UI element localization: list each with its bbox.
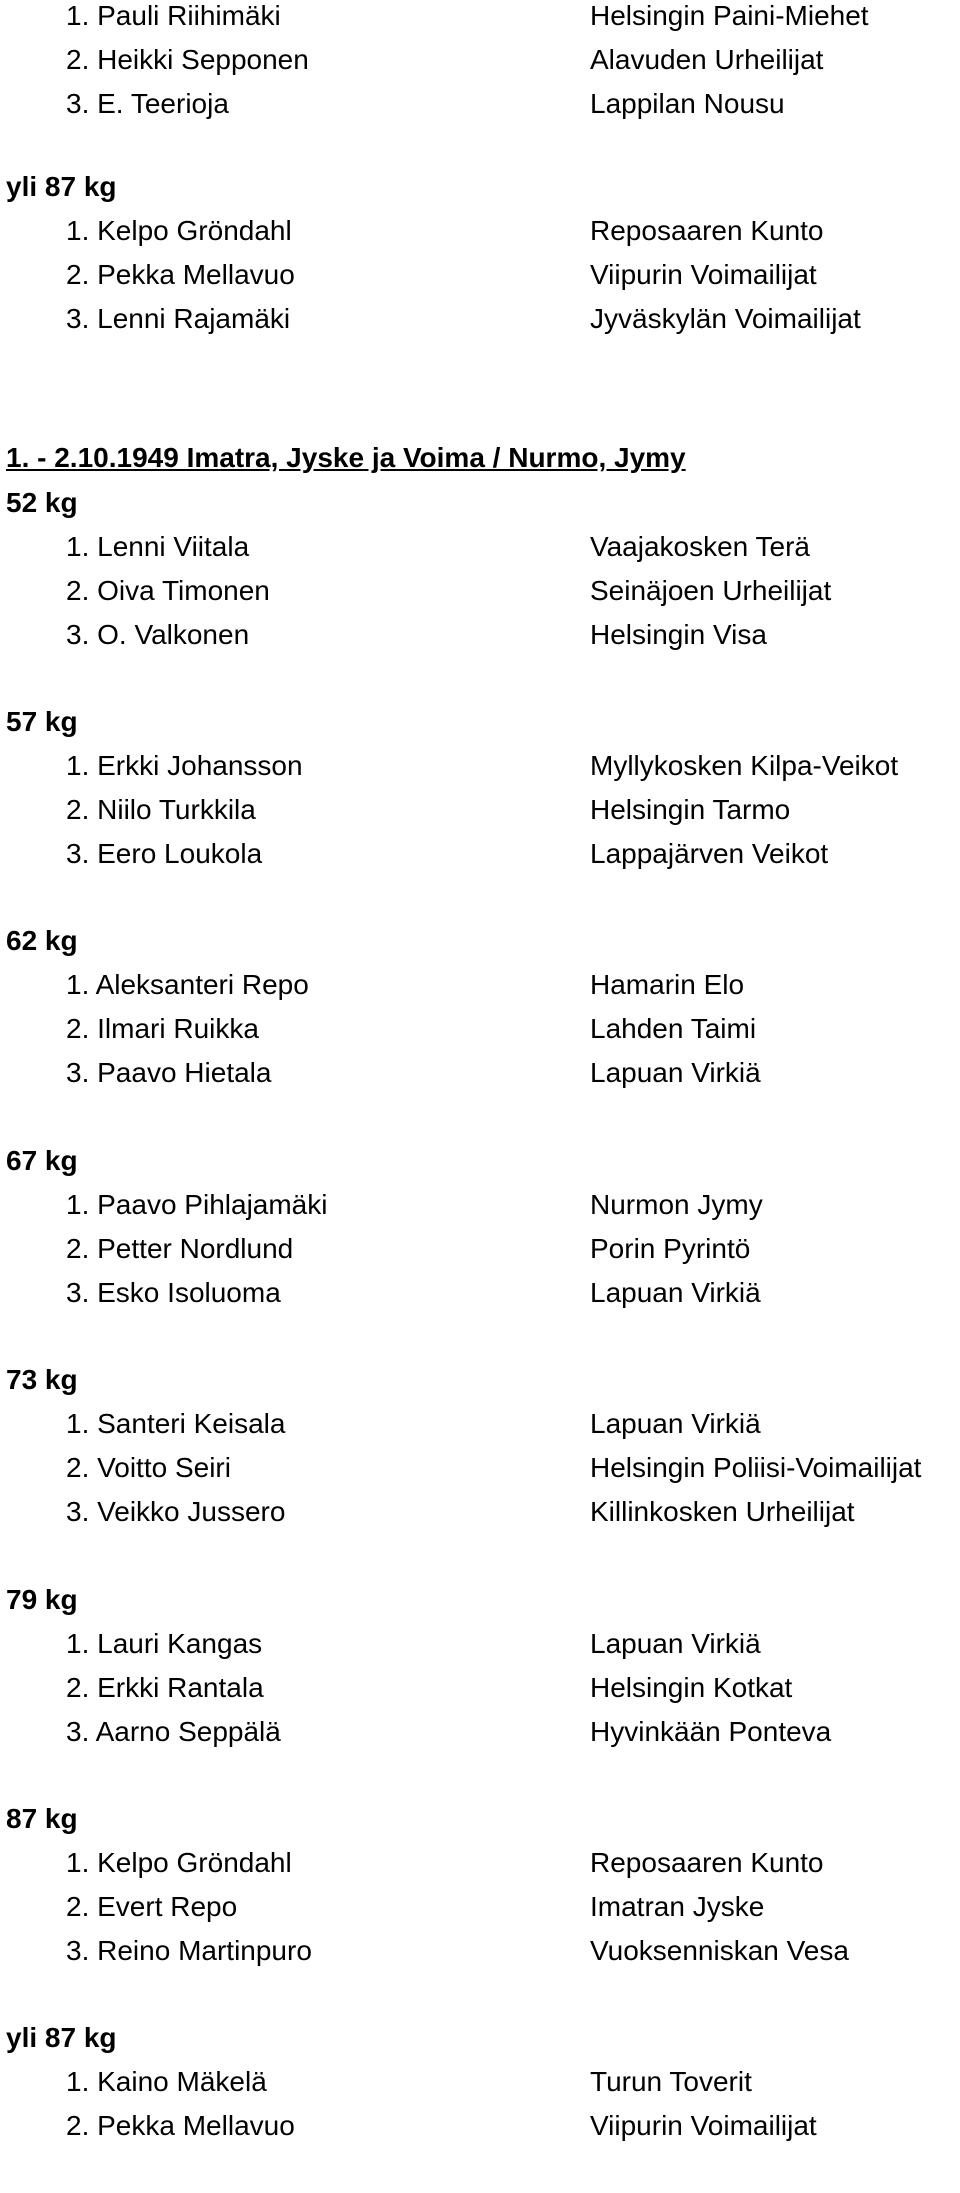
- wrestler-name: 1. Kelpo Gröndahl: [66, 1847, 292, 1878]
- wrestler-name: 3. O. Valkonen: [66, 619, 250, 650]
- club-name: Helsingin Tarmo: [590, 794, 791, 825]
- wrestler-name: 2. Evert Repo: [66, 1891, 238, 1922]
- club-name: Myllykosken Kilpa-Veikot: [590, 750, 899, 781]
- wrestler-name: 2. Ilmari Ruikka: [66, 1013, 259, 1044]
- weight-category: 52 kg: [6, 487, 78, 518]
- result-row: [0, 297, 960, 341]
- wrestler-name: 3. E. Teerioja: [66, 88, 229, 119]
- result-row: [0, 1666, 960, 1710]
- weight-category: yli 87 kg: [6, 2022, 117, 2053]
- weight-category: 67 kg: [6, 1145, 78, 1176]
- result-row: [0, 788, 960, 832]
- club-name: Lahden Taimi: [590, 1013, 757, 1044]
- wrestler-name: 3. Aarno Seppälä: [66, 1716, 281, 1747]
- wrestler-name: 2. Pekka Mellavuo: [66, 2110, 295, 2141]
- club-name: Vaajakosken Terä: [590, 531, 810, 562]
- weight-category: 73 kg: [6, 1364, 78, 1395]
- wrestler-name: 2. Voitto Seiri: [66, 1452, 231, 1483]
- result-row: [0, 82, 960, 126]
- result-row: [0, 613, 960, 657]
- wrestler-name: 3. Reino Martinpuro: [66, 1935, 312, 1966]
- weight-category: yli 87 kg: [6, 171, 117, 202]
- wrestler-name: 3. Lenni Rajamäki: [66, 303, 291, 334]
- result-row: [0, 1183, 960, 1227]
- result-row: [0, 1622, 960, 1666]
- result-row: [0, 569, 960, 613]
- wrestler-name: 2. Pekka Mellavuo: [66, 259, 295, 290]
- club-name: Porin Pyrintö: [590, 1233, 751, 1264]
- weight-category: 62 kg: [6, 925, 78, 956]
- result-row: [0, 744, 960, 788]
- result-row: [0, 1271, 960, 1315]
- result-row: [0, 209, 960, 253]
- wrestler-name: 3. Veikko Jussero: [66, 1496, 286, 1527]
- club-name: Helsingin Poliisi-Voimailijat: [590, 1452, 922, 1483]
- wrestler-name: 2. Niilo Turkkila: [66, 794, 256, 825]
- wrestler-name: 1. Santeri Keisala: [66, 1408, 286, 1439]
- result-row: [0, 2104, 960, 2148]
- club-name: Nurmon Jymy: [590, 1189, 763, 1220]
- club-name: Reposaaren Kunto: [590, 215, 824, 246]
- wrestler-name: 3. Esko Isoluoma: [66, 1277, 281, 1308]
- wrestler-name: 2. Heikki Sepponen: [66, 44, 309, 75]
- club-name: Viipurin Voimailijat: [590, 2110, 817, 2141]
- result-row: [0, 1841, 960, 1885]
- club-name: Alavuden Urheilijat: [590, 44, 824, 75]
- weight-category: 79 kg: [6, 1584, 78, 1615]
- result-row: [0, 525, 960, 569]
- result-row: [0, 2060, 960, 2104]
- wrestler-name: 1. Kaino Mäkelä: [66, 2066, 267, 2097]
- club-name: Helsingin Paini-Miehet: [590, 0, 869, 31]
- club-name: Seinäjoen Urheilijat: [590, 575, 832, 606]
- club-name: Lapuan Virkiä: [590, 1628, 761, 1659]
- result-row: [0, 832, 960, 876]
- club-name: Hamarin Elo: [590, 969, 745, 1000]
- wrestler-name: 3. Eero Loukola: [66, 838, 263, 869]
- wrestler-name: 1. Aleksanteri Repo: [66, 969, 309, 1000]
- club-name: Hyvinkään Ponteva: [590, 1716, 832, 1747]
- club-name: Lapuan Virkiä: [590, 1057, 761, 1088]
- result-row: [0, 1446, 960, 1490]
- weight-category: 57 kg: [6, 706, 78, 737]
- result-row: [0, 1710, 960, 1754]
- club-name: Viipurin Voimailijat: [590, 259, 817, 290]
- club-name: Lapuan Virkiä: [590, 1408, 761, 1439]
- club-name: Killinkosken Urheilijat: [590, 1496, 855, 1527]
- club-name: Vuoksenniskan Vesa: [590, 1935, 849, 1966]
- wrestler-name: 1. Erkki Johansson: [66, 750, 303, 781]
- wrestler-name: 2. Erkki Rantala: [66, 1672, 264, 1703]
- wrestler-name: 1. Kelpo Gröndahl: [66, 215, 292, 246]
- result-row: [0, 1490, 960, 1534]
- result-row: [0, 38, 960, 82]
- wrestler-name: 2. Oiva Timonen: [66, 575, 270, 606]
- wrestler-name: 1. Lenni Viitala: [66, 531, 250, 562]
- result-row: [0, 1885, 960, 1929]
- club-name: Helsingin Visa: [590, 619, 767, 650]
- club-name: Lappajärven Veikot: [590, 838, 829, 869]
- result-row: [0, 963, 960, 1007]
- result-row: [0, 0, 960, 38]
- club-name: Imatran Jyske: [590, 1891, 765, 1922]
- wrestler-name: 1. Lauri Kangas: [66, 1628, 263, 1659]
- wrestler-name: 1. Pauli Riihimäki: [66, 0, 281, 31]
- result-row: [0, 1929, 960, 1973]
- weight-category: 87 kg: [6, 1803, 78, 1834]
- result-row: [0, 1051, 960, 1095]
- event-heading: 1. - 2.10.1949 Imatra, Jyske ja Voima / Nurmo, Jymy: [6, 442, 686, 473]
- result-row: [0, 1007, 960, 1051]
- club-name: Helsingin Kotkat: [590, 1672, 793, 1703]
- result-row: [0, 253, 960, 297]
- club-name: Turun Toverit: [590, 2066, 752, 2097]
- club-name: Lapuan Virkiä: [590, 1277, 761, 1308]
- wrestler-name: 1. Paavo Pihlajamäki: [66, 1189, 328, 1220]
- wrestler-name: 2. Petter Nordlund: [66, 1233, 294, 1264]
- result-row: [0, 1402, 960, 1446]
- wrestler-name: 3. Paavo Hietala: [66, 1057, 272, 1088]
- club-name: Reposaaren Kunto: [590, 1847, 824, 1878]
- club-name: Jyväskylän Voimailijat: [590, 303, 861, 334]
- result-row: [0, 1227, 960, 1271]
- club-name: Lappilan Nousu: [590, 88, 785, 119]
